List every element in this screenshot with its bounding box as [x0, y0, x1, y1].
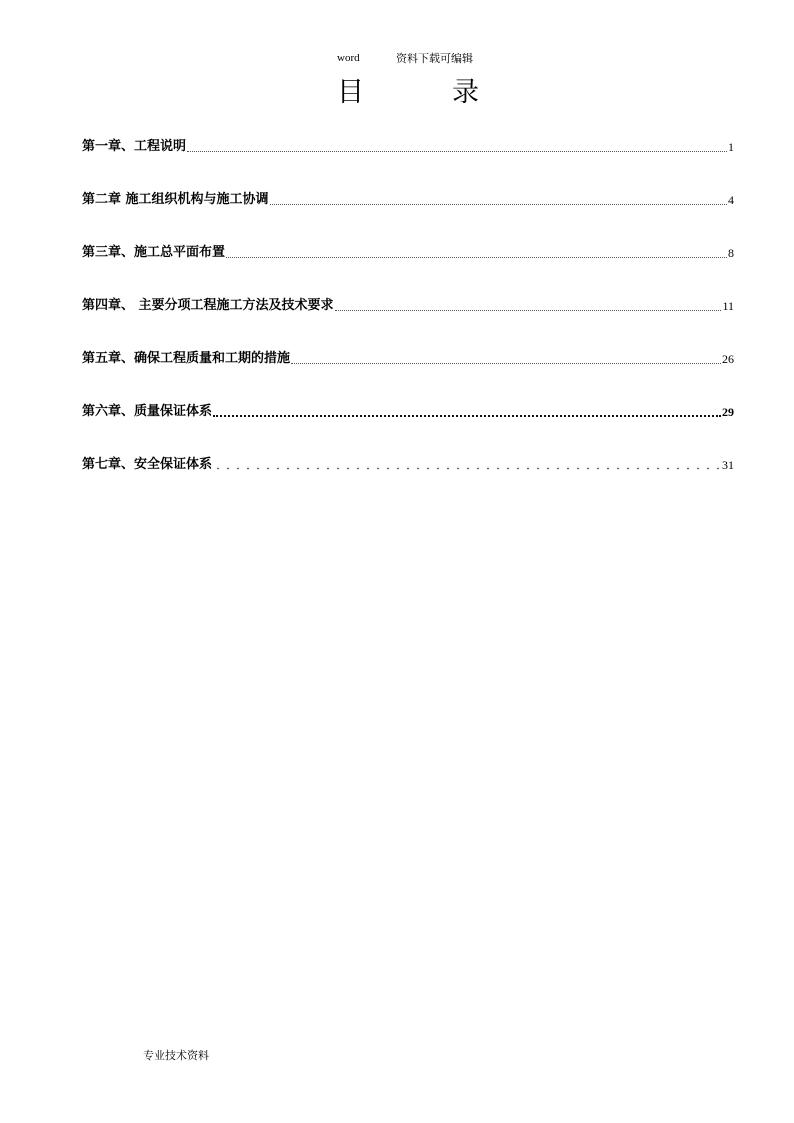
header-left-text: word [337, 52, 360, 64]
page-header [0, 50, 794, 68]
title-char-2: 录 [452, 77, 479, 108]
page-title [0, 70, 794, 106]
toc-entry-7[interactable] [82, 454, 734, 474]
toc-entry-page: 4 [728, 193, 734, 207]
toc-dot-leader [213, 467, 721, 470]
toc-dot-leader [291, 362, 721, 364]
toc-dot-leader [187, 150, 727, 152]
header-right-text: 资料下载可编辑 [396, 52, 473, 65]
toc-entry-page: 29 [722, 405, 734, 419]
toc-entry-page: 26 [722, 352, 734, 366]
toc-entry-5[interactable] [82, 348, 734, 368]
toc-entry-3[interactable] [82, 242, 734, 262]
toc-entry-6[interactable] [82, 401, 734, 421]
toc-entry-4[interactable] [82, 295, 734, 315]
toc-dot-leader [226, 256, 727, 258]
toc-entry-label: 第四章、 主要分项工程施工方法及技术要求 [82, 298, 334, 313]
toc-entry-page: 8 [728, 246, 734, 260]
toc-entry-page: 11 [722, 299, 734, 313]
toc-entry-label: 第七章、安全保证体系 [82, 457, 213, 472]
toc-entry-label: 第六章、质量保证体系 [82, 404, 213, 419]
toc-entry-page: 1 [728, 140, 734, 154]
toc-entry-label: 第二章 施工组织机构与施工协调 [82, 192, 269, 207]
page-footer: 专业技术资料 [143, 1049, 209, 1062]
toc-entry-2[interactable] [82, 189, 734, 209]
toc-entry-label: 第一章、工程说明 [82, 139, 187, 154]
toc-entry-label: 第三章、施工总平面布置 [82, 245, 226, 260]
toc-entry-1[interactable] [82, 136, 734, 156]
toc-entry-label: 第五章、确保工程质量和工期的措施 [82, 351, 291, 366]
toc-dot-leader [335, 309, 722, 311]
title-char-1: 目 [337, 77, 364, 108]
toc-dot-leader [270, 203, 727, 205]
toc-entry-page: 31 [722, 458, 734, 472]
toc-dot-leader [213, 414, 721, 417]
